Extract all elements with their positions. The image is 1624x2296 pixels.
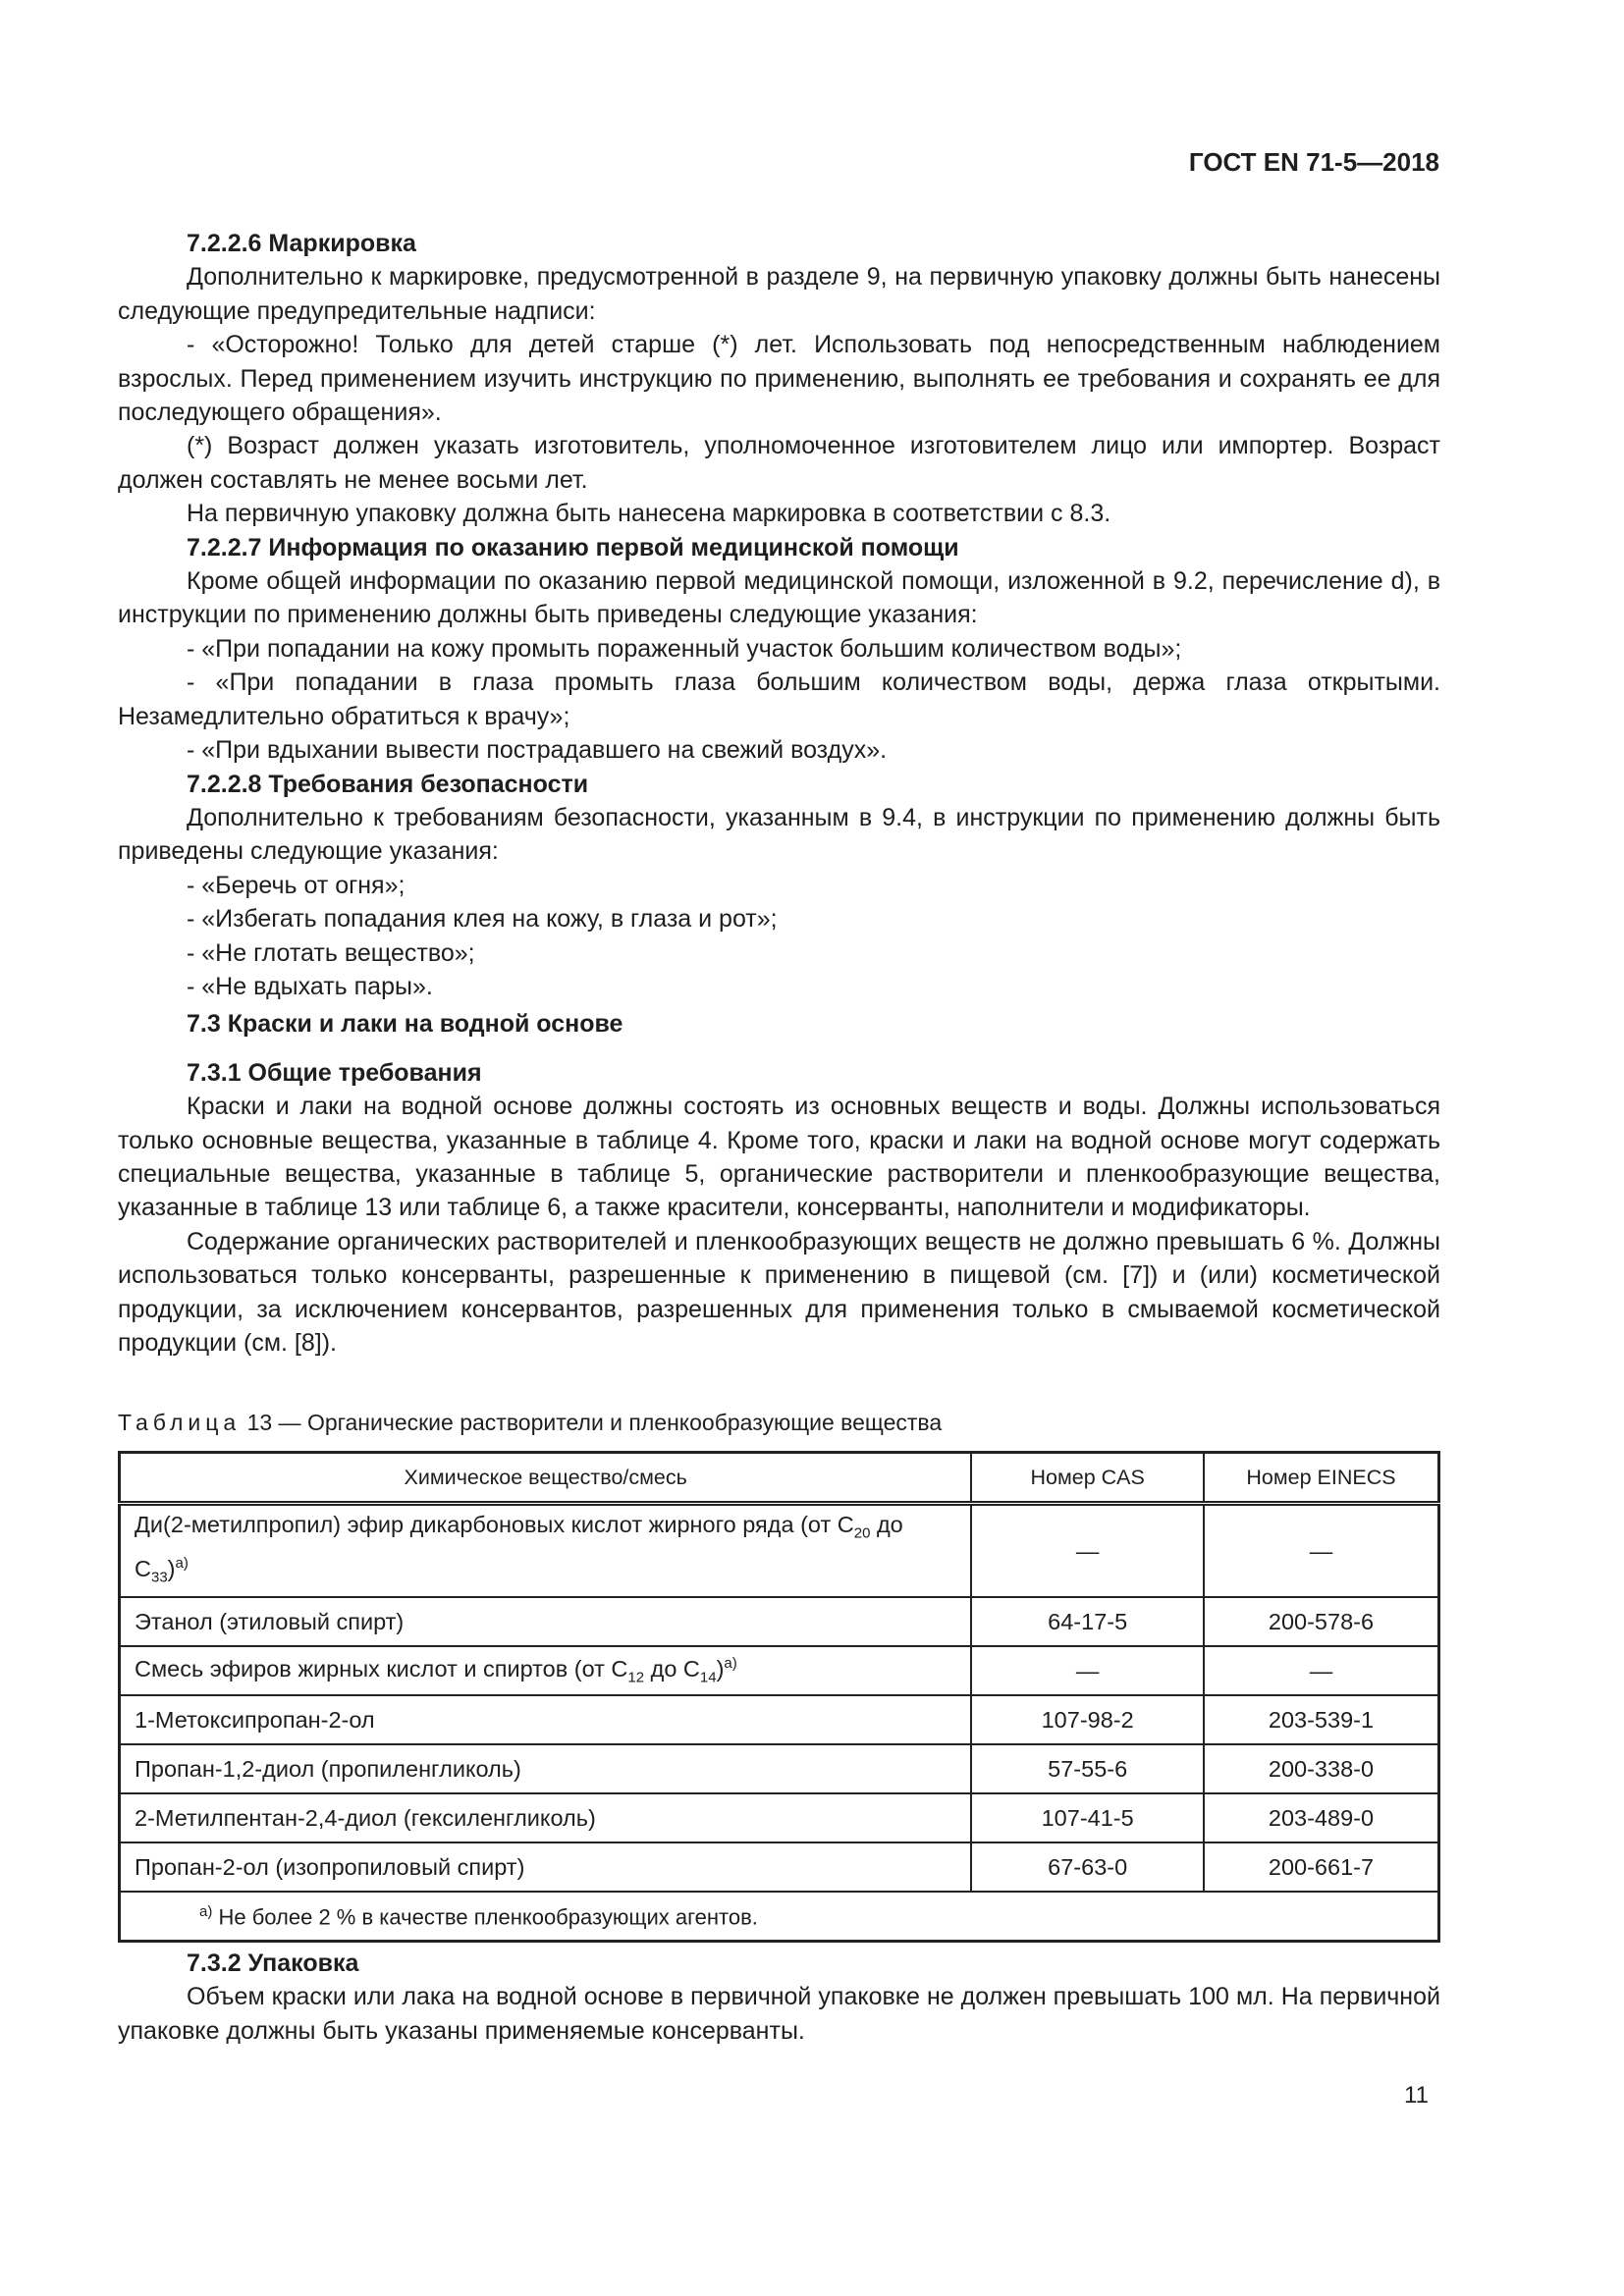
paragraph: Дополнительно к маркировке, предусмотренной в разделе 9, на первичную упаковку должны быть нанесены следующие предупредительные надписи: [118, 263, 1440, 325]
heading-7-2-2-8: 7.2.2.8 Требования безопасности [187, 770, 589, 798]
paragraph: Краски и лаки на водной основе должны состоять из основных веществ и воды. Должны использоваться только основные вещества, указанные в таблице 4. Кроме того, краски и лаки на водной основе могут содержать специальные вещества, указанные в таблице 5, органические растворители и пленкообразующие вещества, указанные в таблице 13 или таблице 6, а также красители, консерванты, наполнители и модификаторы. [118, 1093, 1440, 1222]
einecs-cell: 203-539-1 [1204, 1695, 1439, 1744]
subscript: 14 [699, 1669, 717, 1686]
table-caption-text: 13 — Органические растворители и пленкообразующие вещества [246, 1410, 943, 1435]
footnote-ref: а) [175, 1554, 189, 1572]
einecs-cell: 200-338-0 [1204, 1744, 1439, 1793]
paragraph: Объем краски или лака на водной основе в первичной упаковке не должен превышать 100 мл. На первичной упаковке должны быть указаны применяемые консерванты. [118, 1983, 1440, 2045]
text: Ди(2-метилпропил) эфир дикарбоновых кислот жирного ряда (от C [135, 1512, 854, 1537]
list-item: - «Не глотать вещество»; [187, 938, 475, 967]
text: до C [644, 1656, 700, 1682]
document-id-header: ГОСТ EN 71-5—2018 [1188, 147, 1439, 177]
heading-7-3-2: 7.3.2 Упаковка [187, 1949, 359, 1977]
substance-cell: Этанол (этиловый спирт) [120, 1597, 972, 1646]
footnote-ref: а) [724, 1655, 737, 1673]
einecs-cell: — [1204, 1504, 1439, 1598]
substance-cell: 1-Метоксипропан-2-ол [120, 1695, 972, 1744]
table-row [120, 1793, 1439, 1842]
table-footnote-row [120, 1892, 1439, 1942]
subscript: 33 [150, 1569, 168, 1586]
cas-cell: 67-63-0 [971, 1842, 1204, 1892]
paragraph: - «Осторожно! Только для детей старше (*) лет. Использовать под непосредственным наблюдением взрослых. Перед применением изучить инструкцию по применению, выполнять ее требования и сохранять ее для последующего обращения». [118, 331, 1440, 427]
page-number: 11 [1404, 2082, 1429, 2109]
column-header-einecs: Номер EINECS [1204, 1453, 1439, 1504]
text: ) [716, 1656, 725, 1682]
table-footnote [120, 1892, 1439, 1942]
table-caption-label: Таблица [118, 1410, 242, 1435]
einecs-cell: 200-578-6 [1204, 1597, 1439, 1646]
sections-7-2-2 [118, 227, 1440, 1360]
table-row [120, 1597, 1439, 1646]
table-row [120, 1695, 1439, 1744]
heading-7-2-2-7: 7.2.2.7 Информация по оказанию первой медицинской помощи [187, 533, 959, 561]
substance-cell: Пропан-2-ол (изопропиловый спирт) [120, 1842, 972, 1892]
substance-cell: Пропан-1,2-диол (пропиленгликоль) [120, 1744, 972, 1793]
substance-cell: 2-Метилпентан-2,4-диол (гексиленгликоль) [120, 1793, 972, 1842]
list-item: - «Не вдыхать пары». [187, 972, 433, 1000]
text: до C [135, 1512, 903, 1581]
subscript: 12 [627, 1669, 645, 1686]
list-item: - «Беречь от огня»; [187, 871, 406, 899]
subscript: 20 [853, 1524, 871, 1542]
cas-cell: 107-98-2 [971, 1695, 1204, 1744]
einecs-cell: 200-661-7 [1204, 1842, 1439, 1892]
cas-cell: — [971, 1504, 1204, 1598]
section-7-3-2 [118, 1947, 1440, 2048]
substance-cell [120, 1646, 972, 1695]
table-row [120, 1744, 1439, 1793]
paragraph: - «При вдыхании вывести пострадавшего на свежий воздух». [187, 736, 888, 765]
cas-cell: 107-41-5 [971, 1793, 1204, 1842]
list-item: - «Избегать попадания клея на кожу, в глаза и рот»; [187, 905, 778, 934]
footnote-mark: а) [199, 1902, 213, 1920]
table-caption [118, 1406, 942, 1439]
cas-cell: 57-55-6 [971, 1744, 1204, 1793]
einecs-cell: 203-489-0 [1204, 1793, 1439, 1842]
paragraph: Содержание органических растворителей и пленкообразующих веществ не должно превышать 6 %. Должны использоваться только консерванты, разрешенные к применению в пищевой (см. [7]) и (или) косметической продукции, за исключением консервантов, разрешенных для применения только в смываемой косметической продукции (см. [8]). [118, 1227, 1440, 1357]
footnote-text: Не более 2 % в качестве пленкообразующих агентов. [212, 1903, 758, 1929]
paragraph: - «При попадании в глаза промыть глаза большим количеством воды, держа глаза открытыми. Незамедлительно обратиться к врачу»; [118, 668, 1440, 730]
text: Смесь эфиров жирных кислот и спиртов (от C [135, 1656, 628, 1682]
heading-7-3-1: 7.3.1 Общие требования [187, 1058, 482, 1087]
solvents-table [118, 1451, 1440, 1943]
paragraph: Дополнительно к требованиям безопасности, указанным в 9.4, в инструкции по применению должны быть приведены следующие указания: [118, 803, 1440, 866]
substance-cell [120, 1504, 972, 1598]
heading-7-3: 7.3 Краски и лаки на водной основе [187, 1010, 623, 1039]
einecs-cell: — [1204, 1646, 1439, 1695]
text: ) [167, 1555, 176, 1581]
paragraph: На первичную упаковку должна быть нанесена маркировка в соответствии с 8.3. [187, 500, 1111, 528]
cas-cell: — [971, 1646, 1204, 1695]
column-header-substance: Химическое вещество/смесь [120, 1453, 972, 1504]
paragraph: - «При попадании на кожу промыть пораженный участок большим количеством воды»; [187, 634, 1182, 663]
paragraph: (*) Возраст должен указать изготовитель, уполномоченное изготовителем лицо или импортер. Возраст должен составлять не менее восьми лет. [118, 432, 1440, 494]
table-row [120, 1504, 1439, 1598]
paragraph: Кроме общей информации по оказанию первой медицинской помощи, изложенной в 9.2, перечисление d), в инструкции по применению должны быть приведены следующие указания: [118, 567, 1440, 629]
table-header-row [120, 1453, 1439, 1504]
table-row [120, 1842, 1439, 1892]
column-header-cas: Номер CAS [971, 1453, 1204, 1504]
cas-cell: 64-17-5 [971, 1597, 1204, 1646]
heading-7-2-2-6: 7.2.2.6 Маркировка [187, 230, 416, 257]
table-row [120, 1646, 1439, 1695]
